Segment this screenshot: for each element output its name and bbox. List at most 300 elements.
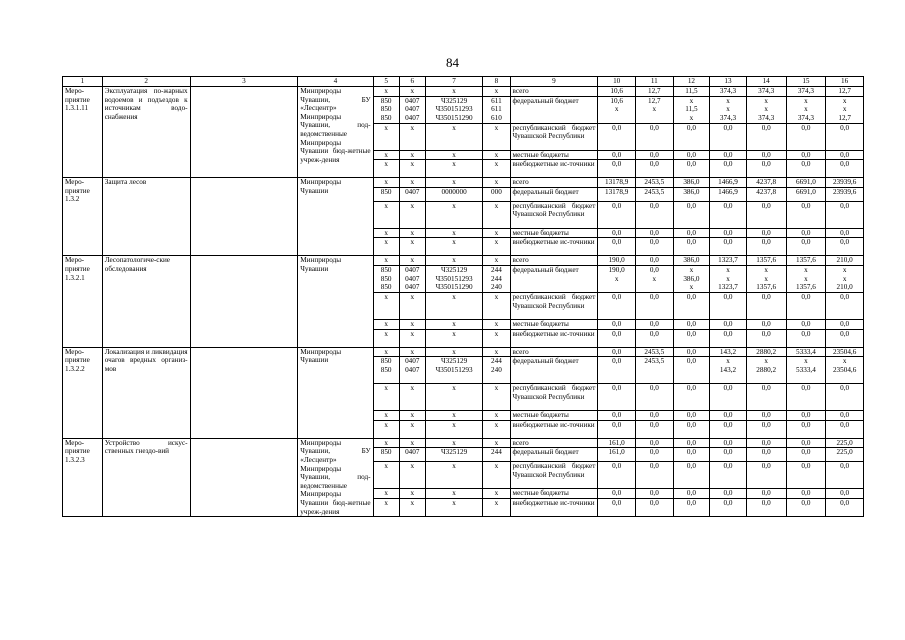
amount-cell: 0,0 bbox=[598, 411, 636, 421]
amount-cell: 0,0 bbox=[826, 420, 864, 438]
amount-cell: 0,0 bbox=[786, 228, 826, 238]
amount-cell: 0,0 bbox=[786, 462, 826, 489]
code-cell: 0407 bbox=[399, 187, 425, 201]
amount-cell: 0,0 bbox=[710, 420, 747, 438]
amount-cell: 0,0 bbox=[786, 329, 826, 347]
amount-cell: 23939,6 bbox=[826, 178, 864, 188]
amount-cell: 1357,6 bbox=[786, 256, 826, 266]
code-cell: x bbox=[373, 87, 399, 97]
code-cell: x bbox=[483, 489, 510, 499]
column-number: 12 bbox=[673, 77, 710, 87]
column-number: 1 bbox=[63, 77, 103, 87]
code-cell: x bbox=[425, 420, 483, 438]
code-cell: Ч325129 Ч350151293 Ч350151290 bbox=[425, 96, 483, 123]
measure-name: Устройство искус-ственных гнездо-вий bbox=[102, 438, 190, 516]
amount-cell: 225,0 bbox=[826, 448, 864, 462]
code-cell: x bbox=[373, 347, 399, 357]
executor-cell: Минприроды Чувашии, БУ «Лесцентр» Минприроды Чувашии, под-ведомственные Минприроды Чувашии бюд-жетные учреж-дения bbox=[298, 87, 373, 178]
column-number: 5 bbox=[373, 77, 399, 87]
amount-cell: 225,0 bbox=[826, 438, 864, 448]
amount-cell: 0,0 bbox=[673, 201, 710, 228]
funding-source: федеральный бюджет bbox=[510, 187, 598, 201]
amount-cell: 0,0 bbox=[635, 462, 673, 489]
amount-cell: 0,0 bbox=[826, 329, 864, 347]
amount-cell: 0,0 bbox=[746, 499, 786, 517]
amount-cell: 0,0 bbox=[635, 384, 673, 411]
amount-cell: 0,0 bbox=[598, 499, 636, 517]
funding-source: внебюджетные ис-точники bbox=[510, 420, 598, 438]
code-cell: x bbox=[483, 238, 510, 256]
amount-cell: 0,0 bbox=[826, 123, 864, 150]
amount-cell: 0,0 bbox=[635, 238, 673, 256]
code-cell: x bbox=[425, 411, 483, 421]
funding-source: внебюджетные ис-точники bbox=[510, 499, 598, 517]
amount-cell: x 386,0 x bbox=[673, 265, 710, 292]
amount-cell: 0,0 bbox=[786, 201, 826, 228]
amount-cell: 0,0 bbox=[673, 411, 710, 421]
code-cell: x bbox=[399, 384, 425, 411]
code-cell: x bbox=[425, 292, 483, 319]
column-number: 11 bbox=[635, 77, 673, 87]
amount-cell: 0,0 bbox=[673, 329, 710, 347]
funding-source: всего bbox=[510, 347, 598, 357]
code-cell: x bbox=[425, 347, 483, 357]
code-cell: x bbox=[399, 256, 425, 266]
code-cell: x bbox=[483, 420, 510, 438]
code-cell: 244 bbox=[483, 448, 510, 462]
code-cell: x bbox=[373, 160, 399, 178]
code-cell: x bbox=[483, 292, 510, 319]
amount-cell: 0,0 bbox=[598, 319, 636, 329]
amount-cell: 1323,7 bbox=[710, 256, 747, 266]
code-cell: x bbox=[373, 420, 399, 438]
code-cell: x bbox=[373, 201, 399, 228]
amount-cell: 0,0 bbox=[746, 420, 786, 438]
table-row bbox=[63, 347, 864, 357]
amount-cell: 0,0 bbox=[598, 123, 636, 150]
funding-source: федеральный бюджет bbox=[510, 96, 598, 123]
amount-cell: 0,0 bbox=[635, 438, 673, 448]
column-number: 13 bbox=[710, 77, 747, 87]
goal-cell bbox=[190, 438, 298, 516]
code-cell: 850 850 bbox=[373, 357, 399, 384]
amount-cell: 0,0 bbox=[710, 238, 747, 256]
amount-cell: 0,0 bbox=[598, 462, 636, 489]
code-cell: x bbox=[373, 438, 399, 448]
code-cell: x bbox=[399, 178, 425, 188]
code-cell: 244 244 240 bbox=[483, 265, 510, 292]
amount-cell: 0,0 bbox=[826, 201, 864, 228]
amount-cell: 6691,0 bbox=[786, 178, 826, 188]
funding-source: федеральный бюджет bbox=[510, 448, 598, 462]
column-number: 9 bbox=[510, 77, 598, 87]
amount-cell: 0,0 bbox=[673, 448, 710, 462]
amount-cell: 0,0 bbox=[673, 347, 710, 357]
funding-source: местные бюджеты bbox=[510, 228, 598, 238]
funding-source: всего bbox=[510, 256, 598, 266]
column-number: 7 bbox=[425, 77, 483, 87]
amount-cell: x 11,5 x bbox=[673, 96, 710, 123]
amount-cell: 0,0 bbox=[710, 329, 747, 347]
funding-source: всего bbox=[510, 178, 598, 188]
amount-cell: 1357,6 bbox=[746, 256, 786, 266]
amount-cell: 5333,4 bbox=[786, 347, 826, 357]
code-cell: x bbox=[483, 123, 510, 150]
measure-name: Локализация и ликвидация очагов вредных организ-мов bbox=[102, 347, 190, 438]
amount-cell: 0,0 bbox=[786, 319, 826, 329]
code-cell: x bbox=[425, 228, 483, 238]
code-cell: x bbox=[483, 256, 510, 266]
amount-cell: 0,0 bbox=[673, 420, 710, 438]
amount-cell: 11,5 bbox=[673, 87, 710, 97]
amount-cell: x 143,2 bbox=[710, 357, 747, 384]
code-cell: x bbox=[425, 462, 483, 489]
measure-name: Эксплуатация по-жарных водоемов и подъездов к источникам водо-снабжения bbox=[102, 87, 190, 178]
code-cell: Ч325129 bbox=[425, 448, 483, 462]
amount-cell: 0,0 bbox=[635, 499, 673, 517]
code-cell: x bbox=[425, 178, 483, 188]
code-cell: x bbox=[373, 292, 399, 319]
amount-cell: 12,7 bbox=[826, 87, 864, 97]
amount-cell: 0,0 bbox=[786, 292, 826, 319]
amount-cell: 0,0 bbox=[786, 499, 826, 517]
code-cell: x bbox=[373, 319, 399, 329]
code-cell: 244 240 bbox=[483, 357, 510, 384]
amount-cell: 161,0 bbox=[598, 438, 636, 448]
column-number: 16 bbox=[826, 77, 864, 87]
amount-cell: 0,0 bbox=[673, 150, 710, 160]
funding-source: местные бюджеты bbox=[510, 489, 598, 499]
amount-cell: 0,0 bbox=[673, 238, 710, 256]
code-cell: x bbox=[483, 87, 510, 97]
amount-cell: 0,0 bbox=[746, 292, 786, 319]
code-cell: x bbox=[425, 160, 483, 178]
amount-cell: 10,6 bbox=[598, 87, 636, 97]
amount-cell: 0,0 bbox=[635, 420, 673, 438]
code-cell: x bbox=[483, 160, 510, 178]
code-cell: x bbox=[399, 347, 425, 357]
measure-name: Лесопатологиче-ские обследования bbox=[102, 256, 190, 347]
goal-cell bbox=[190, 87, 298, 178]
amount-cell: 0,0 bbox=[786, 411, 826, 421]
amount-cell: 0,0 bbox=[710, 150, 747, 160]
code-cell: x bbox=[399, 329, 425, 347]
measure-name: Защита лесов bbox=[102, 178, 190, 256]
goal-cell bbox=[190, 256, 298, 347]
code-cell: x bbox=[425, 150, 483, 160]
code-cell: x bbox=[373, 256, 399, 266]
code-cell: x bbox=[425, 319, 483, 329]
amount-cell: 0,0 bbox=[786, 150, 826, 160]
executor-cell: Минприроды Чувашии bbox=[298, 347, 373, 438]
column-number: 14 bbox=[746, 77, 786, 87]
table-row bbox=[63, 178, 864, 188]
amount-cell: 23939,6 bbox=[826, 187, 864, 201]
code-cell: x bbox=[399, 160, 425, 178]
amount-cell: 0,0 bbox=[598, 238, 636, 256]
amount-cell: 0,0 bbox=[635, 150, 673, 160]
amount-cell: 0,0 bbox=[673, 438, 710, 448]
code-cell: x bbox=[399, 228, 425, 238]
page-number: 84 bbox=[446, 55, 459, 70]
code-cell: x bbox=[373, 489, 399, 499]
amount-cell: 0,0 bbox=[826, 319, 864, 329]
code-cell: x bbox=[373, 384, 399, 411]
amount-cell: x 2880,2 bbox=[746, 357, 786, 384]
amount-cell: 0,0 bbox=[746, 462, 786, 489]
amount-cell: 4237,8 bbox=[746, 187, 786, 201]
amount-cell: 0,0 bbox=[746, 329, 786, 347]
amount-cell: 0,0 bbox=[598, 357, 636, 384]
code-cell: x bbox=[373, 411, 399, 421]
amount-cell: 0,0 bbox=[710, 292, 747, 319]
code-cell: x bbox=[425, 499, 483, 517]
funding-source: всего bbox=[510, 87, 598, 97]
amount-cell: 0,0 bbox=[635, 123, 673, 150]
code-cell: x bbox=[399, 420, 425, 438]
funding-source: республиканский бюджет Чувашской Республики bbox=[510, 123, 598, 150]
code-cell: Ч325129 Ч350151293 bbox=[425, 357, 483, 384]
amount-cell: 0,0 bbox=[673, 123, 710, 150]
amount-cell: 12,7 x bbox=[635, 96, 673, 123]
amount-cell: 0,0 bbox=[746, 384, 786, 411]
amount-cell: 0,0 bbox=[786, 160, 826, 178]
amount-cell: 161,0 bbox=[598, 448, 636, 462]
measure-label: Меро-приятие 1.3.1.11 bbox=[63, 87, 103, 178]
code-cell: 611 611 610 bbox=[483, 96, 510, 123]
amount-cell: 13178,9 bbox=[598, 178, 636, 188]
code-cell: x bbox=[373, 238, 399, 256]
amount-cell: 210,0 bbox=[826, 256, 864, 266]
amount-cell: 0,0 bbox=[826, 499, 864, 517]
amount-cell: 0,0 bbox=[746, 201, 786, 228]
code-cell: x bbox=[483, 228, 510, 238]
code-cell: x bbox=[425, 489, 483, 499]
amount-cell: 1466,9 bbox=[710, 187, 747, 201]
funding-source: федеральный бюджет bbox=[510, 357, 598, 384]
code-cell: x bbox=[373, 228, 399, 238]
amount-cell: 0,0 bbox=[710, 384, 747, 411]
code-cell: x bbox=[399, 462, 425, 489]
column-number: 10 bbox=[598, 77, 636, 87]
amount-cell: 0,0 bbox=[710, 201, 747, 228]
column-number: 8 bbox=[483, 77, 510, 87]
amount-cell: 0,0 bbox=[786, 238, 826, 256]
measure-label: Меро-приятие 1.3.2.3 bbox=[63, 438, 103, 516]
amount-cell: 0,0 bbox=[746, 123, 786, 150]
code-cell: 0407 0407 0407 bbox=[399, 265, 425, 292]
amount-cell: 0,0 bbox=[598, 201, 636, 228]
funding-source: местные бюджеты bbox=[510, 411, 598, 421]
amount-cell: 0,0 bbox=[598, 329, 636, 347]
amount-cell: 6691,0 bbox=[786, 187, 826, 201]
amount-cell: 0,0 bbox=[598, 384, 636, 411]
amount-cell: 0,0 bbox=[635, 448, 673, 462]
code-cell: x bbox=[483, 384, 510, 411]
funding-source: внебюджетные ис-точники bbox=[510, 238, 598, 256]
code-cell: x bbox=[373, 329, 399, 347]
amount-cell: 0,0 bbox=[710, 448, 747, 462]
code-cell: x bbox=[425, 87, 483, 97]
code-cell: x bbox=[399, 292, 425, 319]
funding-source: республиканский бюджет Чувашской Республики bbox=[510, 201, 598, 228]
amount-cell: 0,0 bbox=[598, 347, 636, 357]
amount-cell: 12,7 bbox=[635, 87, 673, 97]
amount-cell: 2453,5 bbox=[635, 357, 673, 384]
amount-cell: 0,0 bbox=[786, 384, 826, 411]
amount-cell: x x 210,0 bbox=[826, 265, 864, 292]
amount-cell: 0,0 bbox=[746, 489, 786, 499]
amount-cell: 0,0 bbox=[710, 228, 747, 238]
funding-source: республиканский бюджет Чувашской Республики bbox=[510, 384, 598, 411]
funding-source: местные бюджеты bbox=[510, 150, 598, 160]
code-cell: x bbox=[399, 489, 425, 499]
amount-cell: 386,0 bbox=[673, 178, 710, 188]
measure-label: Меро-приятие 1.3.2 bbox=[63, 178, 103, 256]
amount-cell: 386,0 bbox=[673, 187, 710, 201]
code-cell: 0407 0407 0407 bbox=[399, 96, 425, 123]
code-cell: 0407 0407 bbox=[399, 357, 425, 384]
code-cell: 0407 bbox=[399, 448, 425, 462]
amount-cell: 0,0 bbox=[598, 489, 636, 499]
amount-cell: 374,3 bbox=[786, 87, 826, 97]
amount-cell: 0,0 bbox=[826, 160, 864, 178]
amount-cell: 190,0 x bbox=[598, 265, 636, 292]
code-cell: x bbox=[399, 87, 425, 97]
executor-cell: Минприроды Чувашии bbox=[298, 178, 373, 256]
code-cell: x bbox=[399, 238, 425, 256]
amount-cell: 23504,6 bbox=[826, 347, 864, 357]
code-cell: x bbox=[425, 329, 483, 347]
code-cell: x bbox=[483, 499, 510, 517]
code-cell: x bbox=[399, 319, 425, 329]
code-cell: 850 bbox=[373, 448, 399, 462]
code-cell: 0000000 bbox=[425, 187, 483, 201]
amount-cell: 0,0 bbox=[826, 150, 864, 160]
goal-cell bbox=[190, 347, 298, 438]
amount-cell: x x 1323,7 bbox=[710, 265, 747, 292]
amount-cell: 0,0 bbox=[598, 150, 636, 160]
amount-cell: 0,0 bbox=[710, 411, 747, 421]
amount-cell: x 23504,6 bbox=[826, 357, 864, 384]
amount-cell: 10,6 x bbox=[598, 96, 636, 123]
column-number: 4 bbox=[298, 77, 373, 87]
amount-cell: x x 1357,6 bbox=[746, 265, 786, 292]
amount-cell: 0,0 bbox=[746, 238, 786, 256]
budget-table bbox=[62, 76, 864, 517]
amount-cell: 0,0 bbox=[673, 228, 710, 238]
amount-cell: 0,0 bbox=[635, 489, 673, 499]
code-cell: x bbox=[425, 201, 483, 228]
table-row bbox=[63, 438, 864, 448]
table-row bbox=[63, 256, 864, 266]
amount-cell: 0,0 bbox=[598, 420, 636, 438]
column-number: 2 bbox=[102, 77, 190, 87]
code-cell: 850 bbox=[373, 187, 399, 201]
amount-cell: 0,0 bbox=[786, 438, 826, 448]
funding-source: всего bbox=[510, 438, 598, 448]
amount-cell: 0,0 bbox=[673, 384, 710, 411]
executor-cell: Минприроды Чувашии bbox=[298, 256, 373, 347]
code-cell: x bbox=[399, 123, 425, 150]
amount-cell: 0,0 bbox=[826, 228, 864, 238]
code-cell: x bbox=[483, 347, 510, 357]
amount-cell: 0,0 bbox=[635, 329, 673, 347]
code-cell: 000 bbox=[483, 187, 510, 201]
table-row bbox=[63, 87, 864, 97]
amount-cell: 0,0 bbox=[673, 357, 710, 384]
code-cell: x bbox=[425, 384, 483, 411]
funding-source: республиканский бюджет Чувашской Республики bbox=[510, 462, 598, 489]
amount-cell: 374,3 bbox=[710, 87, 747, 97]
code-cell: x bbox=[425, 123, 483, 150]
amount-cell: 0,0 bbox=[635, 292, 673, 319]
amount-cell: 0,0 bbox=[746, 438, 786, 448]
amount-cell: 0,0 bbox=[673, 319, 710, 329]
amount-cell: 0,0 bbox=[710, 489, 747, 499]
amount-cell: 0,0 bbox=[786, 123, 826, 150]
code-cell: x bbox=[373, 499, 399, 517]
amount-cell: 4237,8 bbox=[746, 178, 786, 188]
amount-cell: 2453,5 bbox=[635, 187, 673, 201]
amount-cell: 0,0 bbox=[598, 292, 636, 319]
code-cell: x bbox=[425, 256, 483, 266]
code-cell: x bbox=[425, 438, 483, 448]
amount-cell: 2453,5 bbox=[635, 178, 673, 188]
code-cell: x bbox=[483, 150, 510, 160]
amount-cell: x x 12,7 bbox=[826, 96, 864, 123]
amount-cell: x x 1357,6 bbox=[786, 265, 826, 292]
amount-cell: 0,0 bbox=[673, 499, 710, 517]
code-cell: x bbox=[399, 201, 425, 228]
amount-cell: 0,0 bbox=[786, 448, 826, 462]
code-cell: x bbox=[399, 411, 425, 421]
amount-cell: 0,0 bbox=[635, 228, 673, 238]
amount-cell: 2880,2 bbox=[746, 347, 786, 357]
amount-cell: 0,0 bbox=[746, 160, 786, 178]
amount-cell: 0,0 bbox=[826, 489, 864, 499]
amount-cell: 0,0 bbox=[635, 201, 673, 228]
amount-cell: 0,0 bbox=[598, 228, 636, 238]
code-cell: x bbox=[483, 201, 510, 228]
amount-cell: 13178,9 bbox=[598, 187, 636, 201]
amount-cell: 0,0 bbox=[673, 489, 710, 499]
column-number: 3 bbox=[190, 77, 298, 87]
amount-cell: 0,0 bbox=[826, 462, 864, 489]
code-cell: x bbox=[483, 411, 510, 421]
amount-cell: 0,0 bbox=[746, 150, 786, 160]
code-cell: x bbox=[373, 123, 399, 150]
code-cell: x bbox=[399, 499, 425, 517]
amount-cell: 0,0 bbox=[746, 319, 786, 329]
amount-cell: 190,0 bbox=[598, 256, 636, 266]
amount-cell: 1466,9 bbox=[710, 178, 747, 188]
code-cell: x bbox=[425, 238, 483, 256]
amount-cell: 0,0 bbox=[710, 123, 747, 150]
amount-cell: 0,0 bbox=[746, 411, 786, 421]
amount-cell: 0,0 bbox=[786, 420, 826, 438]
header-row bbox=[63, 77, 864, 87]
code-cell: x bbox=[373, 462, 399, 489]
amount-cell: 0,0 bbox=[746, 448, 786, 462]
amount-cell: 0,0 bbox=[635, 160, 673, 178]
amount-cell: 0,0 bbox=[710, 438, 747, 448]
amount-cell: x x 374,3 bbox=[710, 96, 747, 123]
amount-cell: 0,0 bbox=[710, 499, 747, 517]
amount-cell: 0,0 bbox=[635, 256, 673, 266]
funding-source: республиканский бюджет Чувашской Республики bbox=[510, 292, 598, 319]
amount-cell: x x 374,3 bbox=[786, 96, 826, 123]
